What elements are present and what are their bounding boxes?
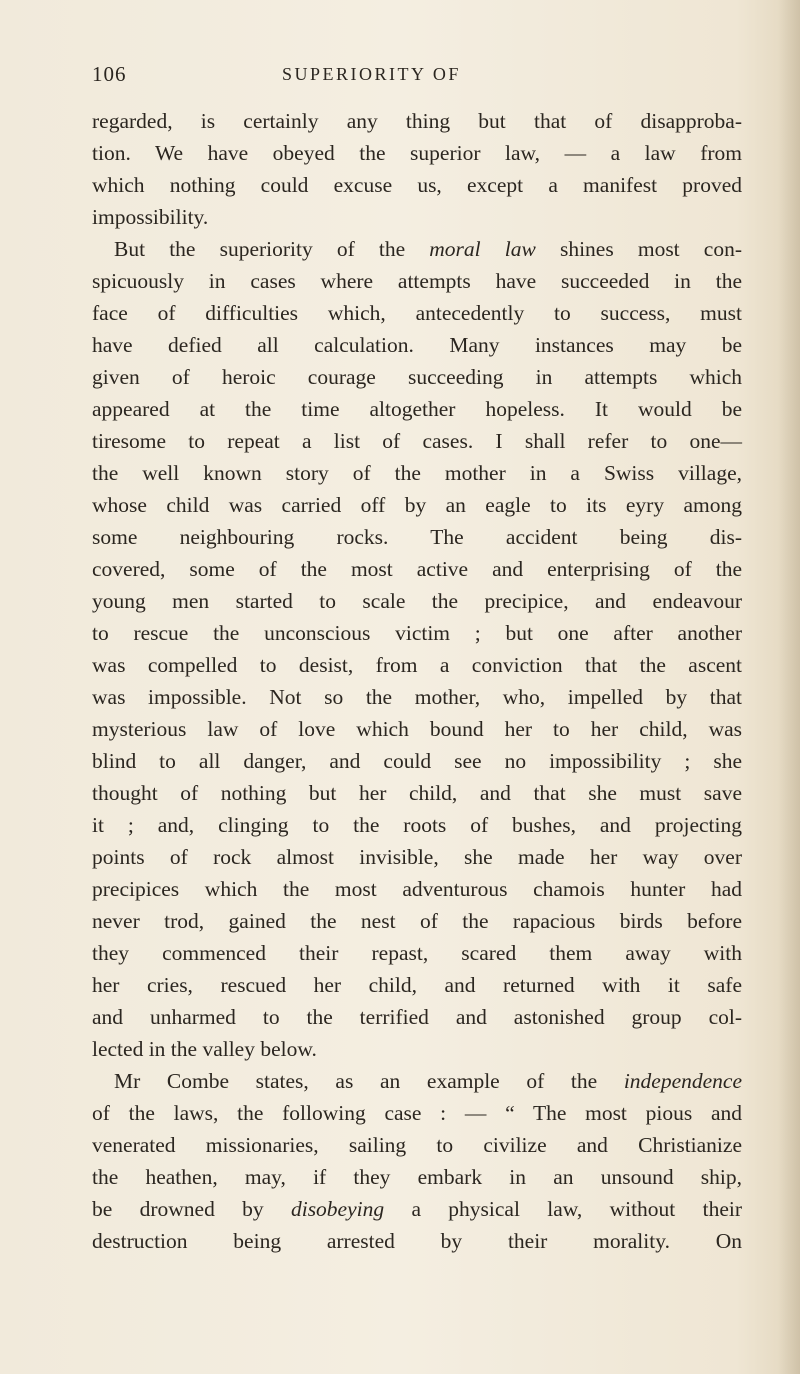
line-text: they commenced their repast, scared them away with — [92, 941, 742, 965]
text-line — [92, 585, 742, 617]
text-line-content — [92, 329, 742, 361]
text-line-content — [92, 969, 742, 1001]
text-line — [92, 265, 742, 297]
line-text: covered, some of the most active and enterprising of the — [92, 557, 742, 581]
text-line — [92, 329, 742, 361]
line-text: have defied all calculation. Many instances may be — [92, 333, 742, 357]
line-text: never trod, gained the nest of the rapacious birds before — [92, 909, 742, 933]
text-line — [92, 201, 742, 233]
line-text: the well known story of the mother in a Swiss village, — [92, 461, 742, 485]
text-line-content — [92, 1001, 742, 1033]
text-line — [92, 233, 742, 265]
text-line-content — [92, 1097, 742, 1129]
text-line — [92, 425, 742, 457]
text-line — [92, 809, 742, 841]
text-line — [92, 393, 742, 425]
text-line — [92, 137, 742, 169]
text-line — [92, 297, 742, 329]
text-line-content — [92, 521, 742, 553]
line-text: lected in the valley below. — [92, 1037, 317, 1061]
line-text: impossibility. — [92, 205, 209, 229]
text-line-content — [92, 777, 742, 809]
text-line — [92, 457, 742, 489]
line-text: tiresome to repeat a list of cases. I shall refer to one— — [92, 429, 742, 453]
text-line — [92, 713, 742, 745]
text-line-content — [92, 265, 742, 297]
text-line — [92, 1001, 742, 1033]
text-line-content — [92, 393, 742, 425]
line-text: appeared at the time altogether hopeless. It would be — [92, 397, 742, 421]
text-line — [92, 1225, 742, 1257]
line-text: points of rock almost invisible, she made her way over — [92, 845, 742, 869]
text-line-content — [92, 841, 742, 873]
line-text: venerated missionaries, sailing to civilize and Christianize — [92, 1133, 742, 1157]
text-line-content — [92, 1193, 742, 1225]
text-line — [92, 617, 742, 649]
text-line-content — [92, 425, 742, 457]
line-text: tion. We have obeyed the superior law, — a law from — [92, 141, 742, 165]
text-line — [92, 553, 742, 585]
text-line — [92, 777, 742, 809]
line-text: given of heroic courage succeeding in attempts which — [92, 365, 742, 389]
text-line — [92, 1097, 742, 1129]
text-line-content — [92, 297, 742, 329]
running-title: SUPERIORITY OF — [282, 64, 461, 84]
text-line — [92, 649, 742, 681]
line-text: it ; and, clinging to the roots of bushes, and projecting — [92, 813, 742, 837]
text-line — [92, 105, 742, 137]
text-line — [92, 1161, 742, 1193]
line-text-after: shines most con- — [535, 237, 742, 261]
text-line-content — [92, 649, 742, 681]
text-line-content — [92, 201, 742, 233]
text-line — [92, 873, 742, 905]
line-text: whose child was carried off by an eagle to its eyry among — [92, 493, 742, 517]
line-text-after: a physical law, without their — [384, 1197, 742, 1221]
text-line — [92, 1129, 742, 1161]
line-text: be drowned by — [92, 1197, 264, 1221]
italic-phrase: disobeying — [290, 1197, 385, 1221]
text-line-content — [92, 361, 742, 393]
line-text: mysterious law of love which bound her to her child, was — [92, 717, 742, 741]
text-line-content — [92, 937, 742, 969]
text-line — [92, 905, 742, 937]
page-edge-shadow — [778, 0, 800, 1374]
text-line-content — [114, 233, 742, 265]
page-header — [92, 62, 742, 92]
line-text: to rescue the unconscious victim ; but one after another — [92, 621, 742, 645]
text-line-content — [92, 873, 742, 905]
text-line — [92, 841, 742, 873]
text-line — [92, 489, 742, 521]
text-line-content — [92, 1225, 742, 1257]
line-text: precipices which the most adventurous chamois hunter had — [92, 877, 742, 901]
text-line — [92, 1033, 742, 1065]
line-text: destruction being arrested by their morality. On — [92, 1229, 742, 1253]
text-line-content — [92, 745, 742, 777]
text-line — [92, 1193, 742, 1225]
text-line — [92, 969, 742, 1001]
line-text: was impossible. Not so the mother, who, impelled by that — [92, 685, 742, 709]
line-text: regarded, is certainly any thing but that of disapproba- — [92, 109, 742, 133]
line-text: and unharmed to the terrified and astonished group col- — [92, 1005, 742, 1029]
line-text: face of difficulties which, antecedently to success, must — [92, 301, 742, 325]
text-line-content — [92, 905, 742, 937]
text-line-content — [92, 617, 742, 649]
line-text: which nothing could excuse us, except a manifest proved — [92, 173, 742, 197]
line-text: some neighbouring rocks. The accident being dis- — [92, 525, 742, 549]
text-line — [92, 1065, 742, 1097]
line-text: her cries, rescued her child, and returned with it safe — [92, 973, 742, 997]
italic-phrase: moral law — [429, 237, 536, 261]
text-line-content — [92, 105, 742, 137]
text-line-content — [92, 137, 742, 169]
line-text: young men started to scale the precipice, and endeavour — [92, 589, 742, 613]
line-text: thought of nothing but her child, and that she must save — [92, 781, 742, 805]
text-line-content — [92, 457, 742, 489]
text-line-content — [114, 1065, 742, 1097]
text-line — [92, 361, 742, 393]
text-line-content — [92, 1129, 742, 1161]
text-line — [92, 169, 742, 201]
text-line — [92, 745, 742, 777]
line-text: of the laws, the following case : — “ The most pious and — [92, 1101, 742, 1125]
line-text: But the superiority of the — [114, 237, 406, 261]
text-line-content — [92, 1161, 742, 1193]
text-line-content — [92, 489, 742, 521]
text-line-content — [92, 1033, 742, 1065]
body-text — [92, 105, 742, 1257]
line-text: blind to all danger, and could see no impossibility ; she — [92, 749, 742, 773]
text-line-content — [92, 681, 742, 713]
text-line-content — [92, 713, 742, 745]
text-line — [92, 937, 742, 969]
line-text: Mr Combe states, as an example of the — [114, 1069, 598, 1093]
line-text: the heathen, may, if they embark in an unsound ship, — [92, 1165, 742, 1189]
text-line-content — [92, 553, 742, 585]
text-line-content — [92, 585, 742, 617]
text-line — [92, 521, 742, 553]
text-line-content — [92, 809, 742, 841]
text-line — [92, 681, 742, 713]
line-text: spicuously in cases where attempts have succeeded in the — [92, 269, 742, 293]
line-text: was compelled to desist, from a conviction that the ascent — [92, 653, 742, 677]
text-line-content — [92, 169, 742, 201]
italic-phrase: independence — [623, 1069, 742, 1093]
page-number: 106 — [92, 62, 127, 86]
